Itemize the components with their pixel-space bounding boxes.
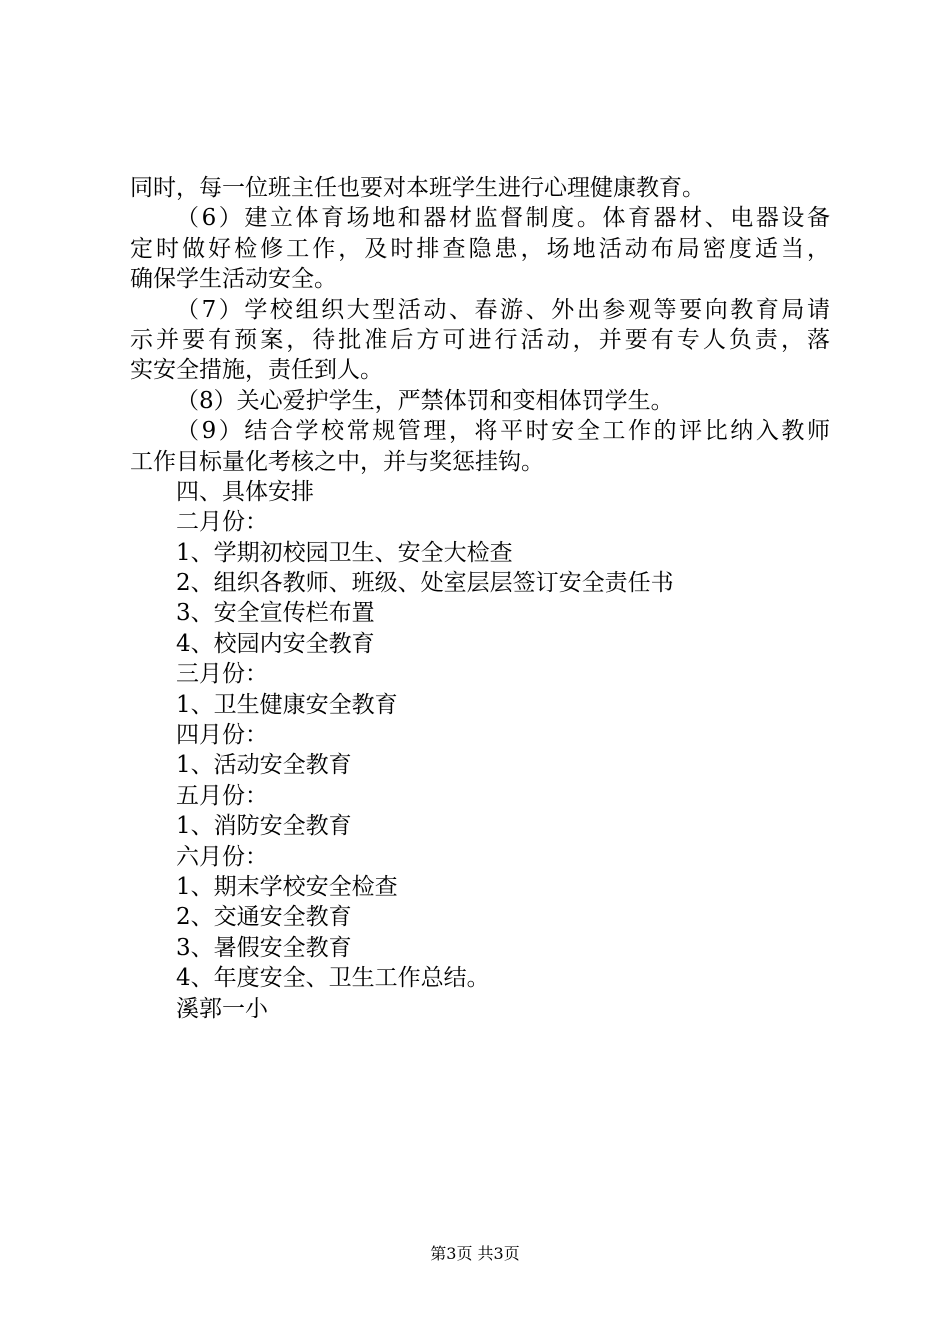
list-item: 2、组织各教师、班级、处室层层签订安全责任书 [176, 570, 674, 597]
list-item: 2、交通安全教育 [176, 904, 352, 931]
list-item: 1、卫生健康安全教育 [176, 691, 398, 718]
paragraph-line: 工作目标量化考核之中，并与奖惩挂钩。 [130, 448, 544, 475]
list-item: 1、消防安全教育 [176, 813, 352, 840]
list-item: 4、校园内安全教育 [176, 630, 375, 657]
month-heading: 五月份： [176, 782, 268, 809]
paragraph-line: 定时做好检修工作，及时排查隐患，场地活动布局密度适当， [130, 235, 830, 262]
document-body [130, 173, 830, 1024]
list-item: 4、年度安全、卫生工作总结。 [176, 965, 490, 992]
list-item: 3、安全宣传栏布置 [176, 600, 375, 627]
month-heading: 四月份： [176, 722, 268, 749]
list-item: 1、活动安全教育 [176, 752, 352, 779]
section-heading: 四、具体安排 [176, 478, 314, 505]
month-heading: 二月份： [176, 509, 268, 536]
signature-school-name: 溪郭一小 [176, 995, 268, 1022]
paragraph-line: 示并要有预案，待批准后方可进行活动，并要有专人负责，落 [130, 326, 830, 353]
paragraph-line: （6）建立体育场地和器材监督制度。体育器材、电器设备 [176, 205, 830, 232]
paragraph-line: 确保学生活动安全。 [130, 266, 337, 293]
list-item: 1、学期初校园卫生、安全大检查 [176, 539, 513, 566]
page-number-footer: 第3页 共3页 [430, 1244, 520, 1263]
paragraph-line: 实安全措施，责任到人。 [130, 357, 383, 384]
list-item: 1、期末学校安全检查 [176, 873, 398, 900]
month-heading: 三月份： [176, 661, 268, 688]
paragraph-line: （9）结合学校常规管理，将平时安全工作的评比纳入教师 [176, 418, 830, 445]
month-heading: 六月份： [176, 843, 268, 870]
paragraph-line: 同时，每一位班主任也要对本班学生进行心理健康教育。 [130, 175, 705, 201]
paragraph-line: （8）关心爱护学生，严禁体罚和变相体罚学生。 [176, 387, 674, 414]
paragraph-line: （7）学校组织大型活动、春游、外出参观等要向教育局请 [176, 296, 830, 323]
list-item: 3、暑假安全教育 [176, 934, 352, 961]
